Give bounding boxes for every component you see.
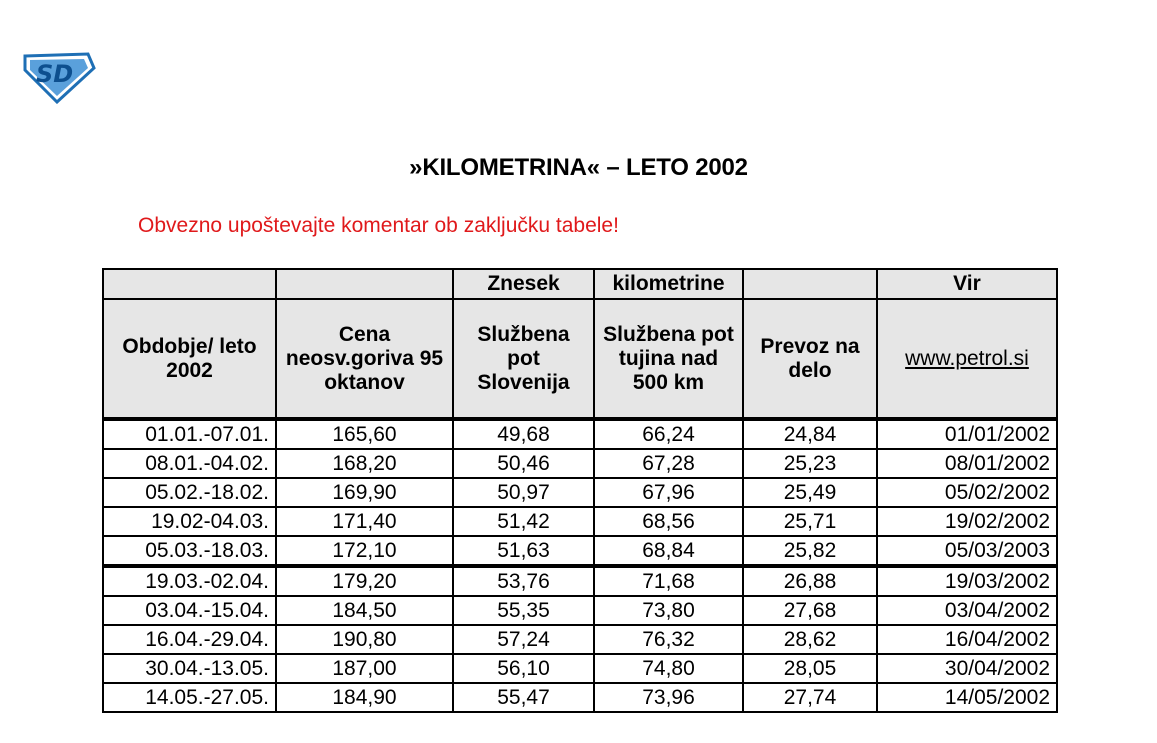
cell-commute: 25,23 [743, 449, 877, 478]
cell-fuel-price: 172,10 [276, 536, 453, 566]
cell-period: 19.03.-02.04. [103, 566, 276, 596]
header-row-top [103, 269, 1057, 299]
cell-source-date: 19/03/2002 [877, 566, 1057, 596]
cell-source-date: 16/04/2002 [877, 625, 1057, 654]
cell-trip-slovenia: 55,47 [453, 683, 594, 712]
cell-trip-slovenia: 50,97 [453, 478, 594, 507]
table-row [103, 654, 1057, 683]
cell-commute: 28,62 [743, 625, 877, 654]
table-row [103, 478, 1057, 507]
cell-commute: 25,71 [743, 507, 877, 536]
cell-source-date: 05/03/2003 [877, 536, 1057, 566]
kilometrina-table [102, 268, 1058, 713]
cell-trip-slovenia: 51,42 [453, 507, 594, 536]
cell-trip-slovenia: 57,24 [453, 625, 594, 654]
cell-trip-abroad: 66,24 [594, 419, 743, 449]
cell-trip-abroad: 76,32 [594, 625, 743, 654]
cell-trip-slovenia: 49,68 [453, 419, 594, 449]
cell-fuel-price: 165,60 [276, 419, 453, 449]
header-fuel-price: Cena neosv.goriva 95 oktanov [276, 299, 453, 419]
cell-period: 08.01.-04.02. [103, 449, 276, 478]
cell-commute: 27,68 [743, 596, 877, 625]
table-row [103, 566, 1057, 596]
svg-text:SD: SD [36, 60, 74, 88]
source-link[interactable]: www.petrol.si [905, 346, 1029, 370]
cell-period: 19.02-04.03. [103, 507, 276, 536]
header-trip-abroad: Službena pot tujina nad 500 km [594, 299, 743, 419]
cell-period: 30.04.-13.05. [103, 654, 276, 683]
header-source [877, 299, 1057, 419]
cell-fuel-price: 187,00 [276, 654, 453, 683]
cell-commute: 26,88 [743, 566, 877, 596]
cell-fuel-price: 169,90 [276, 478, 453, 507]
cell-period: 16.04.-29.04. [103, 625, 276, 654]
cell-trip-abroad: 71,68 [594, 566, 743, 596]
header-trip-slovenia: Službena pot Slovenija [453, 299, 594, 419]
cell-period: 03.04.-15.04. [103, 596, 276, 625]
cell-trip-abroad: 67,28 [594, 449, 743, 478]
cell-period: 05.02.-18.02. [103, 478, 276, 507]
cell-commute: 24,84 [743, 419, 877, 449]
cell-period: 01.01.-07.01. [103, 419, 276, 449]
header-row-main [103, 299, 1057, 419]
header-top-cell [103, 269, 276, 299]
header-top-cell [743, 269, 877, 299]
cell-commute: 25,49 [743, 478, 877, 507]
cell-fuel-price: 168,20 [276, 449, 453, 478]
table-row [103, 596, 1057, 625]
cell-trip-slovenia: 51,63 [453, 536, 594, 566]
cell-trip-abroad: 68,56 [594, 507, 743, 536]
header-top-cell: kilometrine [594, 269, 743, 299]
cell-source-date: 14/05/2002 [877, 683, 1057, 712]
table-row [103, 449, 1057, 478]
cell-source-date: 01/01/2002 [877, 419, 1057, 449]
cell-period: 14.05.-27.05. [103, 683, 276, 712]
cell-source-date: 30/04/2002 [877, 654, 1057, 683]
cell-trip-abroad: 74,80 [594, 654, 743, 683]
table-row [103, 419, 1057, 449]
header-top-cell: Znesek [453, 269, 594, 299]
header-commute: Prevoz na delo [743, 299, 877, 419]
cell-fuel-price: 179,20 [276, 566, 453, 596]
cell-trip-abroad: 68,84 [594, 536, 743, 566]
cell-period: 05.03.-18.03. [103, 536, 276, 566]
cell-trip-abroad: 73,96 [594, 683, 743, 712]
cell-fuel-price: 171,40 [276, 507, 453, 536]
company-logo [22, 50, 96, 104]
table-row [103, 625, 1057, 654]
cell-commute: 27,74 [743, 683, 877, 712]
cell-trip-slovenia: 55,35 [453, 596, 594, 625]
table-row [103, 507, 1057, 536]
cell-trip-slovenia: 56,10 [453, 654, 594, 683]
cell-trip-abroad: 73,80 [594, 596, 743, 625]
cell-fuel-price: 184,50 [276, 596, 453, 625]
cell-source-date: 08/01/2002 [877, 449, 1057, 478]
cell-trip-slovenia: 53,76 [453, 566, 594, 596]
page-title: »KILOMETRINA« – LETO 2002 [409, 154, 748, 181]
cell-source-date: 03/04/2002 [877, 596, 1057, 625]
table-row [103, 683, 1057, 712]
warning-note: Obvezno upoštevajte komentar ob zaključku tabele! [138, 214, 619, 237]
cell-fuel-price: 190,80 [276, 625, 453, 654]
table-row [103, 536, 1057, 566]
cell-commute: 25,82 [743, 536, 877, 566]
cell-fuel-price: 184,90 [276, 683, 453, 712]
header-top-cell: Vir [877, 269, 1057, 299]
header-top-cell [276, 269, 453, 299]
cell-source-date: 05/02/2002 [877, 478, 1057, 507]
header-period: Obdobje/ leto 2002 [103, 299, 276, 419]
cell-trip-slovenia: 50,46 [453, 449, 594, 478]
cell-trip-abroad: 67,96 [594, 478, 743, 507]
cell-commute: 28,05 [743, 654, 877, 683]
cell-source-date: 19/02/2002 [877, 507, 1057, 536]
